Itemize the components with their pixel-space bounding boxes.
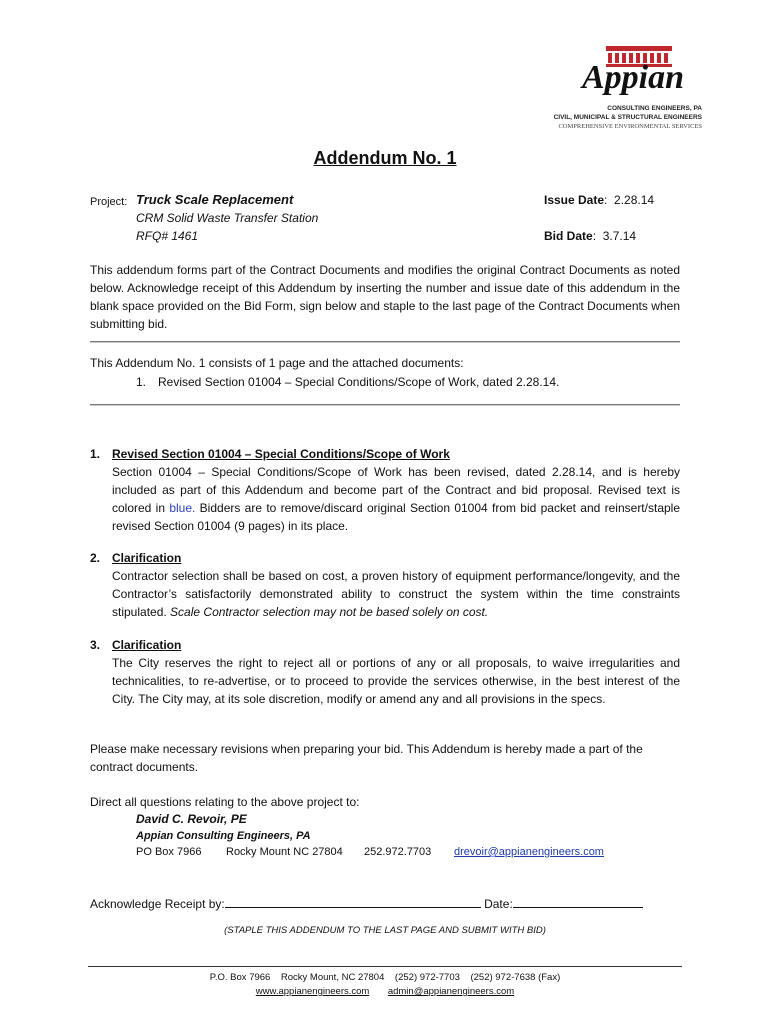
company-logo <box>548 44 708 134</box>
project-name: Truck Scale Replacement <box>136 192 294 207</box>
contact-intro: Direct all questions relating to the above project to: <box>90 795 360 809</box>
section-number: 2. <box>90 551 101 565</box>
issue-date-label: Issue Date <box>544 193 605 207</box>
section-1-text: Section 01004 – Special Conditions/Scope of Work has been revised, dated 2.28.14, and is hereby included as part of this Addendum and become part of the Contract and bid proposal. Revised text is colored in <box>112 465 680 515</box>
section-1-body <box>112 463 680 535</box>
section-2-italic-text: Scale Contractor selection may not be based solely on cost. <box>170 605 489 619</box>
footer-address: P.O. Box 7966 Rocky Mount, NC 27804 (252) 972-7703 (252) 972-7638 (Fax) <box>209 972 561 983</box>
intro-paragraph: This addendum forms part of the Contract Documents and modifies the original Contract Documents as noted below. Acknowledge receipt of this Addendum by inserting the number and issue date of this addendum in the blank space provided on the Bid Form, sign below and staple to the last page of the Contract Documents when submitting bid. <box>90 263 680 331</box>
project-rfq: RFQ# 1461 <box>136 229 199 243</box>
date-label: Date: <box>484 897 513 911</box>
section-number: 3. <box>90 638 101 652</box>
logo-line-1: CONSULTING ENGINEERS, PA <box>607 105 702 112</box>
consists-text: This Addendum No. 1 consists of 1 page and the attached documents: <box>90 356 464 370</box>
revisions-note: Please make necessary revisions when preparing your bid. This Addendum is hereby made a part of the contract documents. <box>90 742 643 774</box>
contact-company: Appian Consulting Engineers, PA <box>136 830 311 842</box>
section-1-text-cont: Bidders are to remove/discard original Section 01004 from bid packet and reinsert/staple revised Section 01004 (9 pages) in its place. <box>112 501 680 533</box>
bid-date-label: Bid Date <box>544 229 593 243</box>
footer-website-link[interactable]: www.appianengineers.com <box>255 986 370 997</box>
logo-wordmark: Appian <box>582 59 685 96</box>
divider <box>90 404 680 406</box>
project-location: CRM Solid Waste Transfer Station <box>136 211 319 225</box>
contact-email-link[interactable]: drevoir@appianengineers.com <box>454 846 604 858</box>
contact-po-box: PO Box 7966 <box>136 846 202 858</box>
document-title: Addendum No. 1 <box>313 148 457 168</box>
issue-date: Issue Date: 2.28.14 <box>544 193 655 207</box>
footer-email-link[interactable]: admin@appianengineers.com <box>387 986 515 997</box>
contact-phone: 252.972.7703 <box>364 846 432 858</box>
section-title: Clarification <box>112 638 182 652</box>
section-2-body <box>112 567 680 621</box>
logo-line-2: CIVIL, MUNICIPAL & STRUCTURAL ENGINEERS <box>553 114 702 121</box>
signature-field[interactable] <box>225 893 481 908</box>
project-label: Project: <box>90 196 128 208</box>
section-3-body: The City reserves the right to reject all or portions of any or all proposals, to waive irregularities and technicalities, to re-advertise, or to proceed to provide the services otherwise, in the best interest of the City. The City may, at its sole discretion, modify or amend any and all provisions in the specs. <box>112 656 680 706</box>
bid-date: Bid Date: 3.7.14 <box>544 229 637 243</box>
consists-item-text: Revised Section 01004 – Special Conditions/Scope of Work, dated 2.28.14. <box>158 375 560 389</box>
footer-links <box>0 985 770 998</box>
date-field[interactable] <box>513 893 643 908</box>
contact-city: Rocky Mount NC 27804 <box>226 846 343 858</box>
divider <box>90 341 680 343</box>
footer-divider <box>88 966 682 967</box>
contact-name: David C. Revoir, PE <box>136 812 247 826</box>
acknowledge-label: Acknowledge Receipt by: <box>90 897 225 911</box>
consists-item-num: 1. <box>136 375 147 389</box>
issue-date-value: 2.28.14 <box>614 193 655 207</box>
section-1-heading <box>90 445 680 463</box>
logo-line-3: COMPREHENSIVE ENVIRONMENTAL SERVICES <box>558 123 702 130</box>
section-2-text: Contractor selection shall be based on cost, a proven history of equipment performance/longevity, and the Contractor’s satisfactorily demonstrated ability to construct the system within the time constraints stipulated. <box>112 569 680 619</box>
section-number: 1. <box>90 447 101 461</box>
acknowledge-row <box>90 893 643 913</box>
section-3-heading <box>90 636 680 654</box>
bid-date-value: 3.7.14 <box>602 229 637 243</box>
section-title: Clarification <box>112 551 182 565</box>
blue-text: blue. <box>169 501 196 515</box>
section-2-heading <box>90 549 680 567</box>
staple-note: (STAPLE THIS ADDENDUM TO THE LAST PAGE AND SUBMIT WITH BID) <box>224 925 546 936</box>
section-title: Revised Section 01004 – Special Conditions/Scope of Work <box>112 447 450 461</box>
